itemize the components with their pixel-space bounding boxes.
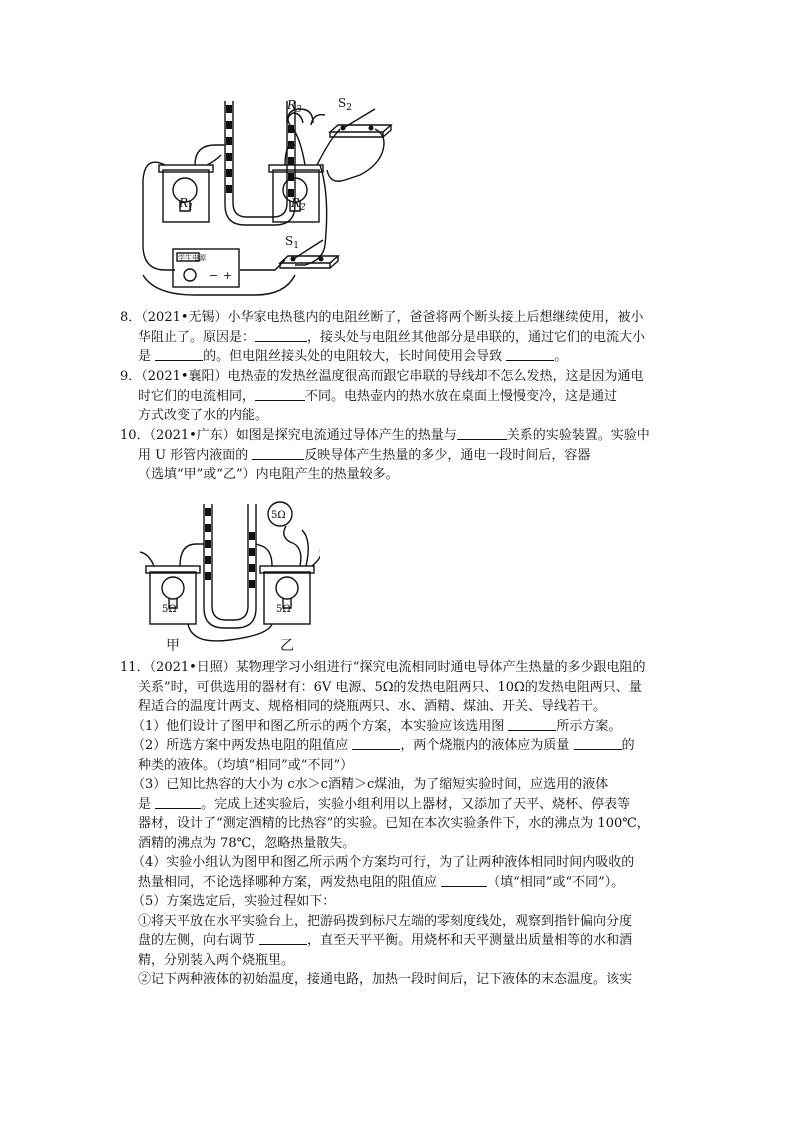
- resistor-top-label: 5Ω: [271, 510, 286, 521]
- q11-step-1-line-3: 精，分别装入两个烧瓶里。: [138, 952, 295, 968]
- q8-line-2: 华阻止了。原因是： ，接头处与电阻丝其他部分是串联的，通过它们的电流大小: [138, 329, 646, 345]
- resistor-right-label: 5Ω: [276, 604, 291, 615]
- circuit-diagram-2: [140, 500, 320, 660]
- s1-label: $S_1$: [285, 234, 299, 251]
- q11-part-5: （5）方案选定后，实验过程如下：: [132, 894, 336, 909]
- q11-part-3-line-2: 是 。完成上述实验后，实验小组利用以上器材，又添加了天平、烧杯、停表等: [138, 796, 631, 812]
- q10-line-2: 用 U 形管内液面的 反映导体产生热量的多少，通电一段时间后，容器: [138, 447, 591, 463]
- question-9: [120, 367, 680, 426]
- power-minus: −: [209, 269, 219, 282]
- power-supply-label: 学生电源: [178, 254, 206, 262]
- question-8: [120, 308, 680, 367]
- resistor-left-label: 5Ω: [162, 604, 177, 615]
- q11-part-4-line-2: 热量相同，不论选择哪种方案，两发热电阻的阻值应 （填“相同”或“不同”）。: [138, 874, 625, 890]
- label-jia: 甲: [166, 638, 180, 654]
- q11-line-1: 11．（2021•日照）某物理学习小组进行“探究电流相同时通电导体产生热量的多少跟电阻的: [120, 660, 646, 675]
- q8-blank-1[interactable]: [255, 329, 307, 342]
- question-10: [120, 426, 680, 485]
- q8-line-1: 8．（2021•无锡）小华家电热毯内的电阻丝断了，爸爸将两个断头接上后想继续使用，被小: [120, 310, 644, 325]
- q11-part-4: （4）实验小组认为图甲和图乙所示两个方案均可行，为了让两种液体相同时间内吸收的: [132, 855, 635, 870]
- circuit-figure-2: [140, 500, 320, 660]
- q10-line-1: 10．（2021•广东）如图是探究电流通过导体产生的热量与 关系的实验装置。实验中: [120, 428, 650, 443]
- r1-label: $R_1$: [179, 196, 194, 213]
- q11-blank-3[interactable]: [574, 737, 622, 750]
- q8-blank-2[interactable]: [155, 348, 203, 361]
- q11-blank-4[interactable]: [155, 796, 201, 809]
- circuit-figure-1: [135, 95, 395, 305]
- q11-part-3: （3）已知比热容的大小为 c水＞c酒精＞c煤油，为了缩短实验时间，应选用的液体: [132, 777, 609, 792]
- q11-part-3-line-4: 酒精的沸点为 78℃，忽略热量散失。: [138, 835, 356, 851]
- circuit-diagram-1: [135, 95, 395, 305]
- q8-line-3: 是 的。但电阻丝接头处的电阻较大，长时间使用会导致 。: [138, 349, 568, 364]
- q11-part-1: （1）他们设计了图甲和图乙所示的两个方案，本实验应该选用图 所示方案。: [132, 718, 622, 734]
- q8-blank-3[interactable]: [506, 348, 554, 361]
- label-yi: 乙: [280, 638, 294, 654]
- r3-label: $R_3$: [287, 98, 302, 115]
- q11-blank-6[interactable]: [259, 932, 307, 945]
- power-plus: +: [223, 269, 233, 282]
- q10-blank-1[interactable]: [457, 427, 507, 440]
- q11-step-1: ①将天平放在水平实验台上，把游码拨到标尺左端的零刻度线处，观察到指针偏向分度: [138, 913, 633, 929]
- q10-blank-2[interactable]: [252, 447, 304, 460]
- q11-blank-1[interactable]: [508, 718, 556, 731]
- q11-line-3: 程适合的温度计两支、规格相同的烧瓶两只、水、酒精、煤油、开关、导线若干。: [138, 699, 607, 714]
- q11-blank-5[interactable]: [441, 874, 487, 887]
- q11-part-2-cont: 种类的液体。（均填“相同”或“不同”）: [138, 757, 354, 773]
- r2-label: $R_2$: [291, 196, 306, 213]
- q9-line-1: 9．（2021•襄阳）电热壶的发热丝温度很高而跟它串联的导线却不怎么发热，这是因为通电: [120, 369, 644, 384]
- q9-line-2: 时它们的电流相同， 不同。电热壶内的热水放在桌面上慢慢变冷，这是通过: [138, 388, 618, 404]
- question-11: [120, 658, 680, 990]
- q11-step-1-line-2: 盘的左侧，向右调节 ，直至天平平衡。用烧杯和天平测量出质量相等的水和酒: [138, 933, 633, 948]
- q11-step-2: ②记下两种液体的初始温度，接通电路，加热一段时间后，记下液体的末态温度。该实: [138, 972, 633, 987]
- q11-part-3-line-3: 器材，设计了“测定酒精的比热容”的实验。已知在本次实验条件下，水的沸点为 100℃，: [138, 816, 650, 831]
- q11-blank-2[interactable]: [352, 737, 400, 750]
- q11-part-2: （2）所选方案中两发热电阻的阻值应 ，两个烧瓶内的液体应为质量 的: [132, 738, 635, 753]
- s2-label: $S_2$: [338, 96, 352, 113]
- q9-blank-1[interactable]: [255, 388, 305, 401]
- q10-line-3: （选填“甲”或“乙”）内电阻产生的热量较多。: [138, 467, 399, 482]
- q9-line-3: 方式改变了水的内能。: [138, 408, 269, 423]
- q11-line-2: 关系”时，可供选用的器材有：6V 电源、5Ω的发热电阻两只、10Ω的发热电阻两只、量: [138, 679, 642, 695]
